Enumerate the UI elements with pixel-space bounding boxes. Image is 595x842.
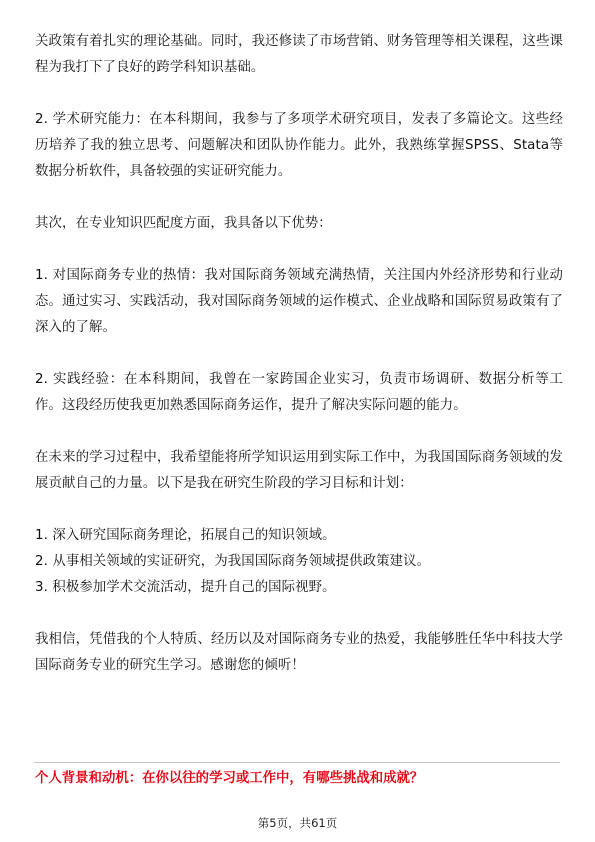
paragraph-spacer [35,341,563,367]
document-body [35,29,563,679]
paragraph-knowledge-match-intro: 其次，在专业知识匹配度方面，我具备以下优势： [35,216,332,231]
paragraph-future-plan-intro: 在未来的学习过程中，我希望能将所学知识运用到实际工作中，为我国国际商务领域的发展贡献自己的力量。以下是我在研究生阶段的学习目标和计划： [35,450,563,491]
plan-item-1: 1. 深入研究国际商务理论，拓展自己的知识领域。 [35,528,336,543]
section-divider [34,762,560,763]
plan-item-3: 3. 积极参加学术交流活动，提升自己的国际视野。 [35,580,336,595]
plan-item-2: 2. 从事相关领域的实证研究，为我国国际商务领域提供政策建议。 [35,554,431,569]
question-heading: 个人背景和动机：在你以往的学习或工作中，有哪些挑战和成就？ [35,771,424,786]
paragraph-conclusion: 我相信，凭借我的个人特质、经历以及对国际商务专业的热爱，我能够胜任华中科技大学国际商务专业的研究生学习。感谢您的倾听！ [35,632,563,673]
paragraph-theory-foundation: 关政策有着扎实的理论基础。同时，我还修读了市场营销、财务管理等相关课程，这些课程为我打下了良好的跨学科知识基础。 [35,34,563,75]
paragraph-spacer [35,237,563,263]
paragraph-spacer [35,81,563,107]
page-number: 第5页，共61页 [257,816,338,830]
paragraph-spacer [35,185,563,211]
paragraph-practical-experience: 2. 实践经验：在本科期间，我曾在一家跨国企业实习，负责市场调研、数据分析等工作。这段经历使我更加熟悉国际商务运作，提升了解决实际问题的能力。 [35,372,563,413]
paragraph-spacer [35,497,563,523]
paragraph-spacer [35,419,563,445]
paragraph-research-ability: 2. 学术研究能力：在本科期间，我参与了多项学术研究项目，发表了多篇论文。这些经历培养了我的独立思考、问题解决和团队协作能力。此外，我熟练掌握SPSS、Stata等数据分析软件，具备较强的实证研究能力。 [35,112,563,179]
paragraph-passion: 1. 对国际商务专业的热情：我对国际商务领域充满热情，关注国内外经济形势和行业动态。通过实习、实践活动，我对国际商务领域的运作模式、企业战略和国际贸易政策有了深入的了解。 [35,268,563,335]
paragraph-spacer [35,601,563,627]
